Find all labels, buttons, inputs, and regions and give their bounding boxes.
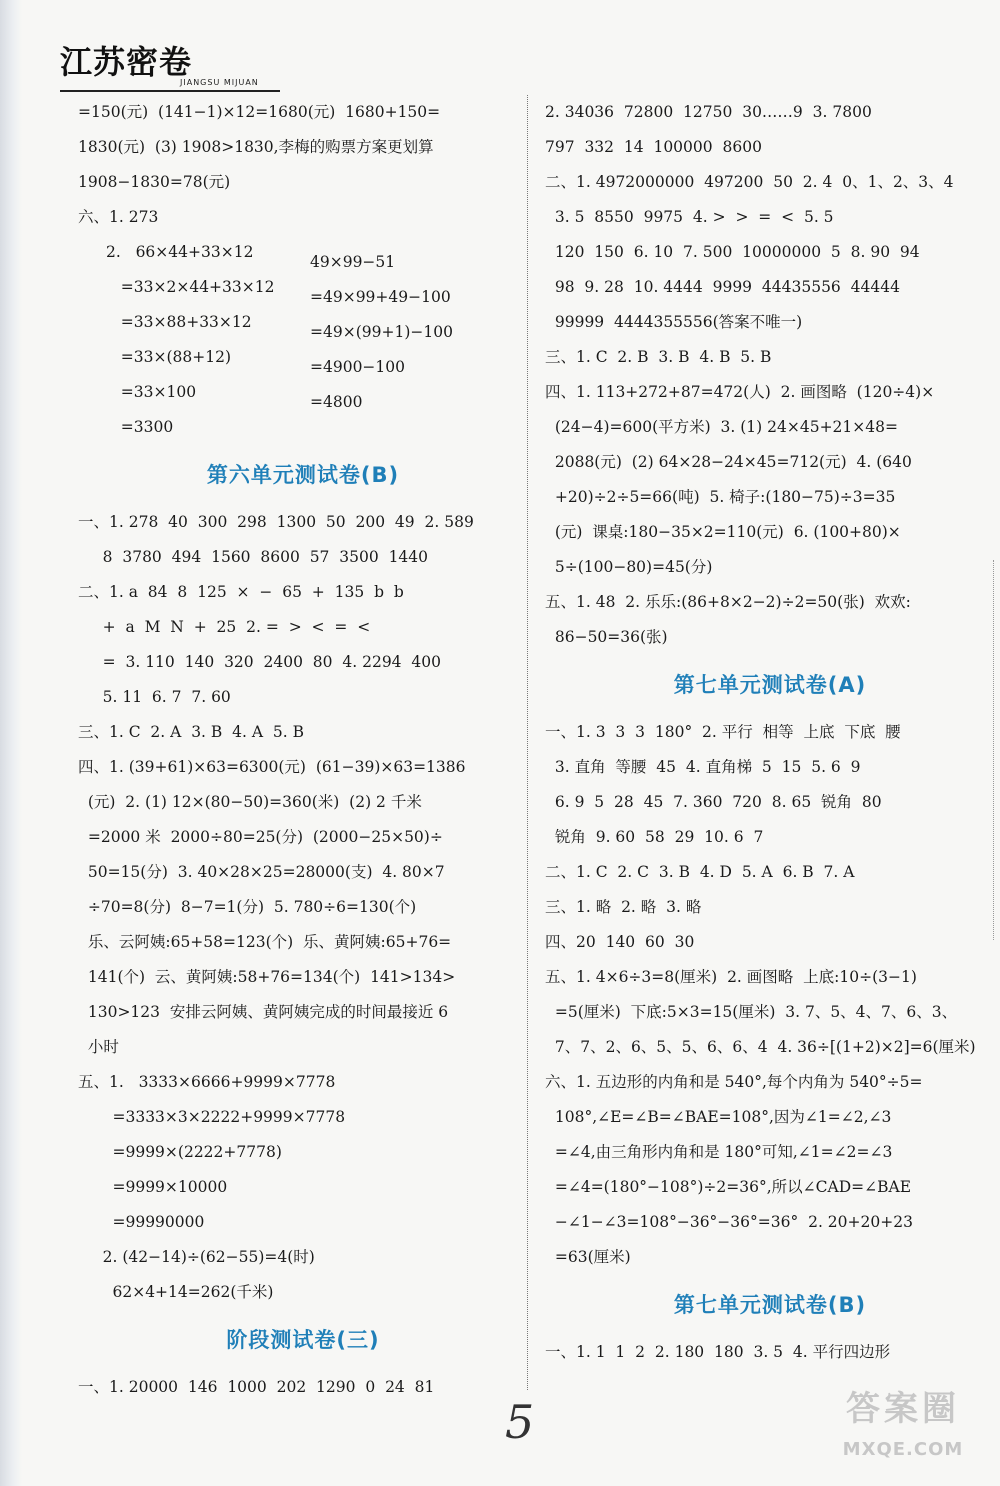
answer-line: 2. 34036 72800 12750 30……9 3. 7800 xyxy=(545,103,872,121)
calculation-block xyxy=(78,235,528,445)
watermark-text: 答案圈 xyxy=(846,1389,960,1429)
page-number: 5 xyxy=(505,1395,535,1449)
answer-line: 2088(元) (2) 64×28−24×45=712(元) 4. (640 xyxy=(545,453,912,471)
calc-line: =49×(99+1)−100 xyxy=(310,323,453,341)
section-title-unit6-b: 第六单元测试卷(B) xyxy=(206,463,400,487)
answer-line: 3. 5 8550 9975 4. > > = < 5. 5 xyxy=(545,208,834,226)
answer-line: =∠4,由三角形内角和是 180°可知,∠1=∠2=∠3 xyxy=(545,1143,893,1161)
answer-line: =63(厘米) xyxy=(545,1248,631,1266)
answer-line: 四、1. (39+61)×63=6300(元) (61−39)×63=1386 xyxy=(78,758,466,776)
answer-line: 锐角 9. 60 58 29 10. 6 7 xyxy=(545,828,764,846)
answer-line: 7、7、2、6、5、5、6、6、4 4. 36÷[(1+2)×2]=6(厘米) xyxy=(545,1038,976,1056)
section-title-unit7-b: 第七单元测试卷(B) xyxy=(673,1293,867,1317)
calc-line: =49×99+49−100 xyxy=(310,288,451,306)
answer-line: =2000 米 2000÷80=25(分) (2000−25×50)÷ xyxy=(78,828,443,846)
answer-line: 2. (42−14)÷(62−55)=4(时) xyxy=(78,1248,315,1266)
answer-line: 8 3780 494 1560 8600 57 3500 1440 xyxy=(78,548,429,566)
watermark-logo xyxy=(818,1383,988,1478)
answer-line: 99999 4444355556(答案不唯一) xyxy=(545,313,803,331)
answer-line: 二、1. 4972000000 497200 50 2. 4 0、1、2、3、4 xyxy=(545,173,954,191)
answer-line: =9999×(2222+7778) xyxy=(78,1143,282,1161)
calculation-column-a xyxy=(106,235,326,445)
answer-line: =5(厘米) 下底:5×3=15(厘米) 3. 7、5、4、7、6、3、 xyxy=(545,1003,958,1021)
calc-line: 49×99−51 xyxy=(310,253,396,271)
section-title-stage-test-3: 阶段测试卷(三) xyxy=(226,1328,380,1352)
answer-line: 小时 xyxy=(78,1038,119,1056)
brand-title: 江苏密卷 xyxy=(60,43,193,81)
answer-line: 一、1. 20000 146 1000 202 1290 0 24 81 xyxy=(78,1378,435,1396)
answer-line: 一、1. 1 1 2 2. 180 180 3. 5 4. 平行四边形 xyxy=(545,1343,891,1361)
answer-line: 62×4+14=262(千米) xyxy=(78,1283,274,1301)
answer-line: 三、1. 略 2. 略 3. 略 xyxy=(545,898,702,916)
answer-line: 797 332 14 100000 8600 xyxy=(545,138,762,156)
watermark-url: MXQE.COM xyxy=(842,1439,964,1460)
calc-line: 2. 66×44+33×12 xyxy=(106,243,254,261)
calc-line: =33×2×44+33×12 xyxy=(106,278,275,296)
answer-line: 六、1. 五边形的内角和是 540°,每个内角为 540°÷5= xyxy=(545,1073,923,1091)
answer-line: 四、1. 113+272+87=472(人) 2. 画图略 (120÷4)× xyxy=(545,383,935,401)
answer-line: 5÷(100−80)=45(分) xyxy=(545,558,713,576)
answer-line: (元) 课桌:180−35×2=110(元) 6. (100+80)× xyxy=(545,523,901,541)
answer-line: 一、1. 278 40 300 298 1300 50 200 49 2. 589 xyxy=(78,513,474,531)
answer-line: 108°,∠E=∠B=∠BAE=108°,因为∠1=∠2,∠3 xyxy=(545,1108,892,1126)
answer-line: (元) 2. (1) 12×(80−50)=360(米) (2) 2 千米 xyxy=(78,793,422,811)
answer-line: 二、1. a 84 8 125 × − 65 + 135 b b xyxy=(78,583,404,601)
answer-block-top-right xyxy=(545,95,995,655)
calc-line: =4800 xyxy=(310,393,363,411)
answer-line: 一、1. 3 3 3 180° 2. 平行 相等 上底 下底 腰 xyxy=(545,723,901,741)
answer-line: 二、1. C 2. C 3. B 4. D 5. A 6. B 7. A xyxy=(545,863,855,881)
answer-line: 乐、云阿姨:65+58=123(个) 乐、黄阿姨:65+76= xyxy=(78,933,452,951)
answer-line: 6. 9 5 28 45 7. 360 720 8. 65 锐角 80 xyxy=(545,793,882,811)
header-rule xyxy=(60,90,280,92)
answer-line: + a M N + 25 2. = > < = < xyxy=(78,618,371,636)
answer-line: =99990000 xyxy=(78,1213,205,1231)
answer-line: 50=15(分) 3. 40×28×25=28000(支) 4. 80×7 xyxy=(78,863,445,881)
answer-line: 5. 11 6. 7 7. 60 xyxy=(78,688,231,706)
answer-line: 141(个) 云、黄阿姨:58+76=134(个) 141>134> xyxy=(78,968,456,986)
book-header xyxy=(60,38,320,88)
answer-block-unit7-a xyxy=(545,715,995,1275)
left-column xyxy=(78,95,528,1405)
answer-line: 86−50=36(张) xyxy=(545,628,668,646)
answer-line: 四、20 140 60 30 xyxy=(545,933,695,951)
page-edge-shadow xyxy=(0,0,22,1486)
answer-line: 1830(元) (3) 1908>1830,李梅的购票方案更划算 xyxy=(78,138,434,156)
answer-line: 三、1. C 2. A 3. B 4. A 5. B xyxy=(78,723,305,741)
calc-line: =4900−100 xyxy=(310,358,406,376)
answer-line: 五、1. 48 2. 乐乐:(86+8×2−2)÷2=50(张) 欢欢: xyxy=(545,593,911,611)
answer-line: 3. 直角 等腰 45 4. 直角梯 5 15 5. 6 9 xyxy=(545,758,861,776)
answer-line: 130>123 安排云阿姨、黄阿姨完成的时间最接近 6 xyxy=(78,1003,449,1021)
calc-line: =33×100 xyxy=(106,383,197,401)
brand-subtitle: JIANGSU MIJUAN xyxy=(180,78,259,87)
answer-block-top-left xyxy=(78,95,528,235)
answer-line: 三、1. C 2. B 3. B 4. B 5. B xyxy=(545,348,772,366)
answer-line: 1908−1830=78(元) xyxy=(78,173,231,191)
answer-line: +20)÷2÷5=66(吨) 5. 椅子:(180−75)÷3=35 xyxy=(545,488,896,506)
section-title-unit7-a: 第七单元测试卷(A) xyxy=(673,673,867,697)
answer-line: 五、1. 4×6÷3=8(厘米) 2. 画图略 上底:10÷(3−1) xyxy=(545,968,917,986)
answer-line: =3333×3×2222+9999×7778 xyxy=(78,1108,346,1126)
answer-line: 98 9. 28 10. 4444 9999 44435556 44444 xyxy=(545,278,900,296)
answer-line: =9999×10000 xyxy=(78,1178,228,1196)
answer-line: =150(元) (141−1)×12=1680(元) 1680+150= xyxy=(78,103,441,121)
answer-line: = 3. 110 140 320 2400 80 4. 2294 400 xyxy=(78,653,441,671)
answer-line: 六、1. 273 xyxy=(78,208,159,226)
answer-line: 120 150 6. 10 7. 500 10000000 5 8. 90 94 xyxy=(545,243,920,261)
answer-line: −∠1−∠3=108°−36°−36°=36° 2. 20+20+23 xyxy=(545,1213,913,1231)
calc-line: =33×(88+12) xyxy=(106,348,232,366)
calc-line: =33×88+33×12 xyxy=(106,313,252,331)
answer-line: =∠4=(180°−108°)÷2=36°,所以∠CAD=∠BAE xyxy=(545,1178,912,1196)
answer-line: (24−4)=600(平方米) 3. (1) 24×45+21×48= xyxy=(545,418,898,436)
answer-line: 五、1. 3333×6666+9999×7778 xyxy=(78,1073,336,1091)
calc-line: =3300 xyxy=(106,418,174,436)
answer-block-unit7-b xyxy=(545,1335,995,1370)
right-column xyxy=(545,95,995,1370)
answer-block-stage-test-3 xyxy=(78,1370,528,1405)
answer-line: ÷70=8(分) 8−7=1(分) 5. 780÷6=130(个) xyxy=(78,898,417,916)
answer-block-unit6-b xyxy=(78,505,528,1310)
calculation-column-b xyxy=(310,235,520,420)
